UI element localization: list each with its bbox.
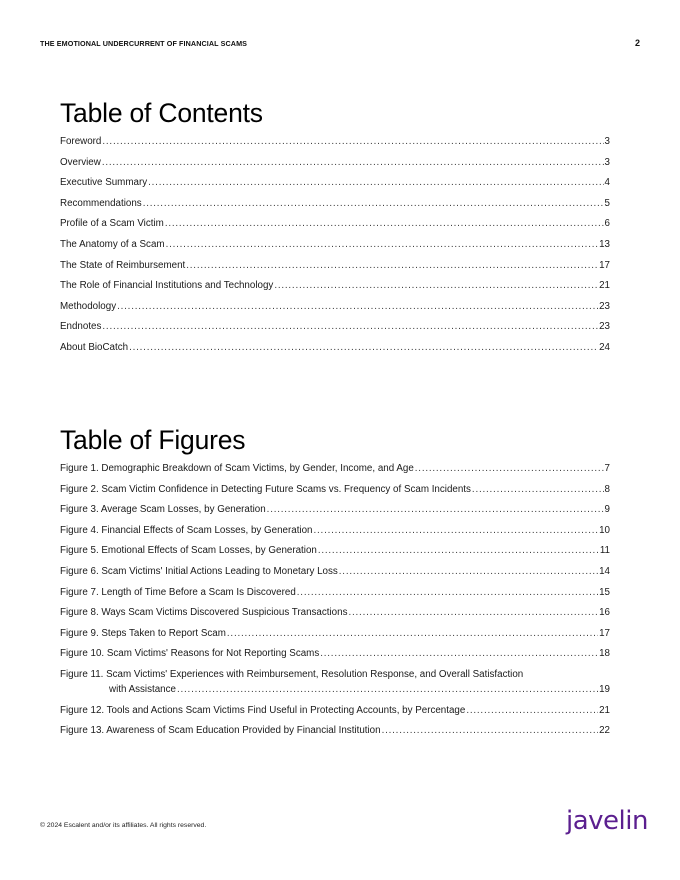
- entry-label: Figure 1. Demographic Breakdown of Scam Victims, by Gender, Income, and Age: [60, 463, 414, 474]
- toc-title: Table of Contents: [60, 98, 263, 128]
- entry-continuation: [60, 684, 610, 695]
- entry-page-number: 6: [604, 218, 610, 230]
- figure-entry[interactable]: [60, 504, 610, 515]
- dot-leader: [415, 463, 604, 474]
- dot-leader: [102, 136, 603, 147]
- entry-page-number: 18: [599, 648, 610, 660]
- dot-leader: [143, 198, 604, 209]
- entry-label-continued: with Assistance: [109, 683, 176, 695]
- entry-page-number: 14: [599, 565, 610, 577]
- figure-entry[interactable]: [60, 463, 610, 474]
- entry-label: Foreword: [60, 136, 102, 147]
- entry-page-number: 8: [604, 483, 610, 495]
- toc-entry[interactable]: [60, 136, 610, 147]
- entry-page-number: 21: [599, 280, 610, 292]
- dot-leader: [320, 648, 598, 659]
- toc-entry[interactable]: [60, 280, 610, 291]
- figure-entry[interactable]: [60, 648, 610, 659]
- dot-leader: [348, 607, 598, 618]
- entry-label: Endnotes: [60, 321, 102, 333]
- toc-entry[interactable]: [60, 301, 610, 312]
- dot-leader: [297, 587, 598, 598]
- entry-label: Recommendations: [60, 197, 142, 209]
- toc-entry[interactable]: [60, 198, 610, 209]
- entry-page-number: 10: [599, 524, 610, 536]
- dot-leader: [227, 628, 598, 639]
- tof-title: Table of Figures: [60, 425, 246, 455]
- toc-entry[interactable]: [60, 218, 610, 229]
- entry-page-number: 3: [604, 136, 610, 147]
- running-header: THE EMOTIONAL UNDERCURRENT OF FINANCIAL SCAMS: [40, 39, 248, 48]
- entry-page-number: 17: [599, 259, 610, 271]
- dot-leader: [382, 725, 599, 736]
- dot-leader: [314, 525, 599, 536]
- dot-leader: [339, 566, 598, 577]
- entry-label: Figure 2. Scam Victim Confidence in Detecting Future Scams vs. Frequency of Scam Incidents: [60, 483, 471, 495]
- entry-page-number: 5: [604, 197, 610, 209]
- toc-entry[interactable]: [60, 239, 610, 250]
- entry-label: Figure 5. Emotional Effects of Scam Losses, by Generation: [60, 545, 317, 557]
- toc-entry[interactable]: [60, 260, 610, 271]
- entry-label: Figure 13. Awareness of Scam Education Provided by Financial Institution: [60, 725, 381, 737]
- dot-leader: [102, 321, 598, 332]
- entry-label: The Anatomy of a Scam: [60, 238, 165, 250]
- entry-label: About BioCatch: [60, 341, 129, 353]
- entry-page-number: 3: [604, 156, 610, 168]
- entry-page-number: 22: [599, 725, 610, 737]
- toc-entry[interactable]: [60, 321, 610, 332]
- toc-list: [60, 136, 610, 353]
- dot-leader: [318, 545, 599, 556]
- figure-entry[interactable]: [60, 484, 610, 495]
- table-of-contents: [60, 97, 610, 363]
- dot-leader: [166, 239, 599, 250]
- entry-page-number: 11: [599, 545, 610, 557]
- toc-entry[interactable]: [60, 177, 610, 188]
- tof-list: [60, 463, 610, 736]
- copyright-notice: © 2024 Escalent and/or its affiliates. All rights reserved.: [40, 822, 207, 829]
- entry-page-number: 13: [599, 238, 610, 250]
- figure-entry[interactable]: [60, 566, 610, 577]
- javelin-logo: javelin: [566, 806, 648, 836]
- entry-page-number: 23: [599, 321, 610, 333]
- toc-entry[interactable]: [60, 157, 610, 168]
- entry-label: Figure 9. Steps Taken to Report Scam: [60, 627, 226, 639]
- figure-entry[interactable]: [60, 669, 610, 695]
- entry-label: Methodology: [60, 300, 117, 312]
- figure-entry[interactable]: [60, 525, 610, 536]
- entry-label: The Role of Financial Institutions and Technology: [60, 280, 274, 292]
- entry-label: Executive Summary: [60, 177, 148, 189]
- dot-leader: [177, 684, 598, 695]
- entry-label: Figure 12. Tools and Actions Scam Victims Find Useful in Protecting Accounts, by Percentage: [60, 704, 466, 716]
- entry-label: Figure 6. Scam Victims' Initial Actions Leading to Monetary Loss: [60, 565, 338, 577]
- dot-leader: [129, 342, 598, 353]
- entry-page-number: 19: [599, 683, 610, 695]
- entry-label: Overview: [60, 156, 101, 168]
- entry-label: Figure 7. Length of Time Before a Scam Is Discovered: [60, 586, 296, 598]
- table-of-figures: [60, 424, 610, 746]
- entry-label: The State of Reimbursement: [60, 259, 186, 271]
- toc-entry[interactable]: [60, 342, 610, 353]
- entry-page-number: 21: [599, 704, 610, 716]
- entry-page-number: 17: [599, 627, 610, 639]
- entry-page-number: 23: [599, 300, 610, 312]
- entry-page-number: 9: [604, 504, 610, 516]
- figure-entry[interactable]: [60, 545, 610, 556]
- entry-label: Profile of a Scam Victim: [60, 218, 164, 230]
- entry-label: Figure 4. Financial Effects of Scam Losses, by Generation: [60, 524, 313, 536]
- entry-page-number: 16: [599, 607, 610, 619]
- figure-entry[interactable]: [60, 628, 610, 639]
- figure-entry[interactable]: [60, 587, 610, 598]
- dot-leader: [267, 504, 604, 515]
- dot-leader: [117, 301, 598, 312]
- entry-label: Figure 10. Scam Victims' Reasons for Not Reporting Scams: [60, 648, 320, 660]
- figure-entry[interactable]: [60, 705, 610, 716]
- dot-leader: [165, 218, 604, 229]
- page-number: 2: [634, 38, 640, 48]
- entry-label: Figure 11. Scam Victims' Experiences with Reimbursement, Resolution Response, and Overall Satisfaction: [60, 668, 524, 680]
- entry-label: Figure 3. Average Scam Losses, by Generation: [60, 504, 266, 516]
- dot-leader: [148, 177, 603, 188]
- dot-leader: [472, 484, 604, 495]
- dot-leader: [186, 260, 598, 271]
- dot-leader: [466, 705, 598, 716]
- figure-entry[interactable]: [60, 607, 610, 618]
- dot-leader: [102, 157, 604, 168]
- entry-page-number: 4: [604, 177, 610, 189]
- dot-leader: [274, 280, 598, 291]
- entry-page-number: 15: [599, 586, 610, 598]
- entry-label: Figure 8. Ways Scam Victims Discovered Suspicious Transactions: [60, 607, 348, 619]
- entry-page-number: 7: [604, 463, 610, 474]
- entry-page-number: 24: [599, 341, 610, 353]
- figure-entry[interactable]: [60, 725, 610, 736]
